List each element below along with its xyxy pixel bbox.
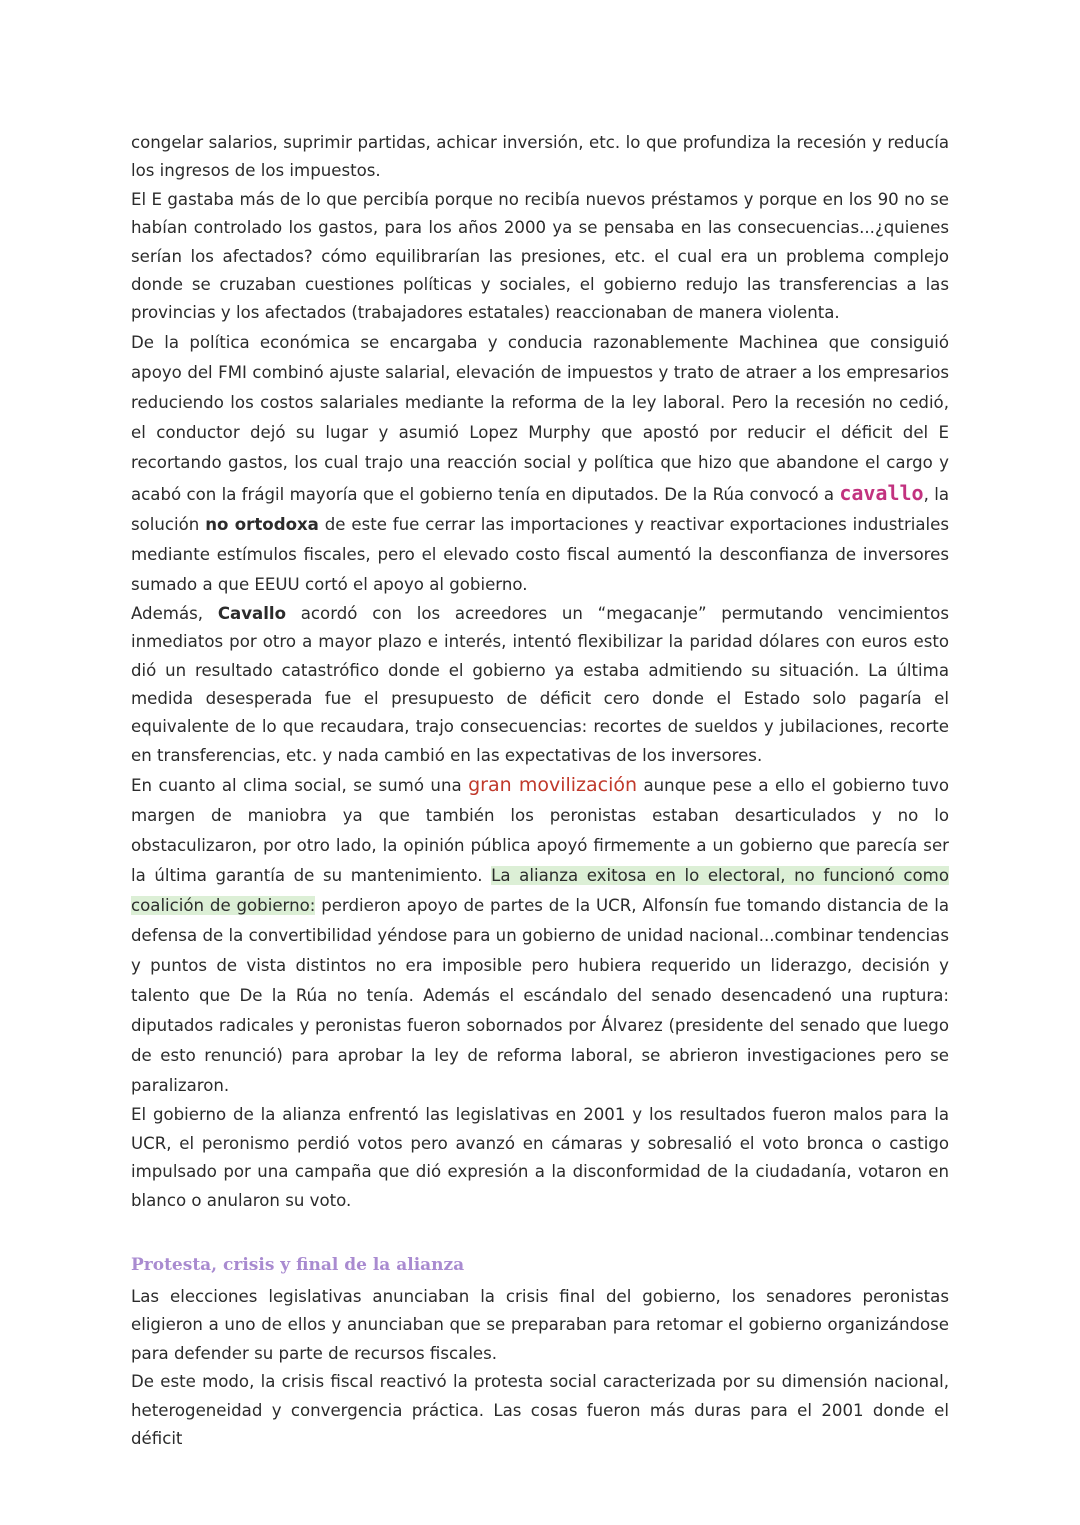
text-segment: aunque pese a ello el gobierno tuvo margen de maniobra ya que también los peronistas estaban desarticulados y no lo obstaculizaron, por otro lado, la opinión pública apoyó firmemente a un gobierno que parecía ser la última garantía de su mantenimiento. — [131, 776, 949, 886]
text-segment: de este fue cerrar las importaciones y reactivar exportaciones industriales mediante estímulos fiscales, pero el elevado costo fiscal aumentó la desconfianza de inversores sumado a que EEUU cortó el apoyo al gobierno. — [131, 514, 950, 594]
paragraph-legislativas: El gobierno de la alianza enfrentó las legislativas en 2001 y los resultados fueron malos para la UCR, el peronismo perdió votos pero avanzó en cámaras y sobresalió el voto bronca o castigo impulsado por una campaña que dió expresión a la disconformidad de la ciudadanía, votaron en blanco o anularon su voto. — [131, 1105, 949, 1210]
paragraph-protesta-social: De este modo, la crisis fiscal reactivó la protesta social caracterizada por su dimensión nacional, heterogeneidad y convergencia práctica. Las cosas fueron más duras para el 2001 donde el déficit — [131, 1372, 949, 1448]
cavallo-highlight: cavallo — [839, 480, 924, 505]
paragraph-ajuste: congelar salarios, suprimir partidas, achicar inversión, etc. lo que profundiza la recesión y reducía los ingresos de los impuestos. — [131, 133, 949, 181]
paragraph-gasto-estado: El E gastaba más de lo que percibía porque no recibía nuevos préstamos y porque en los 90 no se habían controlado los gastos, para los años 2000 ya se pensaba en las consecuencias...¿quienes serían los afectados? cómo equilibrarían las presiones, etc. el cual era un problema complejo donde se cruzaban cuestiones políticas y sociales, el gobierno redujo las transferencias a las provincias y los afectados (trabajadores estatales) reaccionaban de manera violenta. — [131, 189, 949, 323]
text-segment: Además, — [131, 603, 218, 623]
gran-movilizacion-highlight: gran movilización — [468, 774, 638, 797]
paragraph-clima-social — [131, 770, 949, 1101]
text-segment: En cuanto al clima social, se sumó una — [131, 776, 469, 796]
paragraph-megacanje — [131, 600, 949, 770]
text-segment: perdieron apoyo de partes de la UCR, Alfonsín fue tomando distancia de la defensa de la convertibilidad yéndose para un gobierno de unidad nacional...combinar tendencias y puntos de vista distintos no era imposible pero hubiera requerido un liderazgo, decisión y talento que De la Rúa no tenía. Además el escándalo del senado desencadenó una ruptura: diputados radicales y peronistas fueron sobornados por Álvarez (presidente del senado que luego de esto renunció) para aprobar la ley de reforma laboral, se abrieron investigaciones pero se paralizaron. — [131, 896, 950, 1096]
highlighted-sentence: La alianza exitosa en lo electoral, no funcionó como coalición de gobierno: — [131, 866, 949, 916]
section-heading: Protesta, crisis y final de la alianza — [131, 1254, 465, 1275]
text-segment: De la política económica se encargaba y conducia razonablemente Machinea que consiguió apoyo del FMI combinó ajuste salarial, elevación de impuestos y trato de atraer a los empresarios reduciendo los costos salariales mediante la reforma de la ley laboral. Pero la recesión no cedió, el conductor dejó su lugar y asumió Lopez Murphy que apostó por reducir el déficit del E recortando gastos, los cual trajo una reacción social y política que hizo que abandone el cargo y acabó con la frágil mayoría que el gobierno tenía en diputados. De la Rúa convocó a — [131, 332, 949, 504]
bold-term: no ortodoxa — [205, 514, 319, 534]
document-page — [131, 129, 949, 1453]
paragraph-politica-economica — [131, 328, 949, 600]
text-segment: , la solución — [131, 484, 949, 534]
bold-term: Cavallo — [217, 603, 286, 623]
paragraph-crisis-final: Las elecciones legislativas anunciaban la crisis final del gobierno, los senadores peronistas eligieron a uno de ellos y anunciaban que se preparaban para retomar el gobierno organizándose para defender su parte de recursos fiscales. — [131, 1286, 949, 1363]
text-segment: acordó con los acreedores un “megacanje” permutando vencimientos inmediatos por otro a mayor plazo e interés, intentó flexibilizar la paridad dólares con euros esto dió un resultado catastrófico donde el gobierno ya estaba admitiendo su situación. La última medida desesperada fue el presupuesto de déficit cero donde el Estado solo pagaría el equivalente de lo que recaudara, trajo consecuencias: recortes de sueldos y jubilaciones, recorte en transferencias, etc. y nada cambió en las expectativas de los inversores. — [131, 603, 949, 765]
